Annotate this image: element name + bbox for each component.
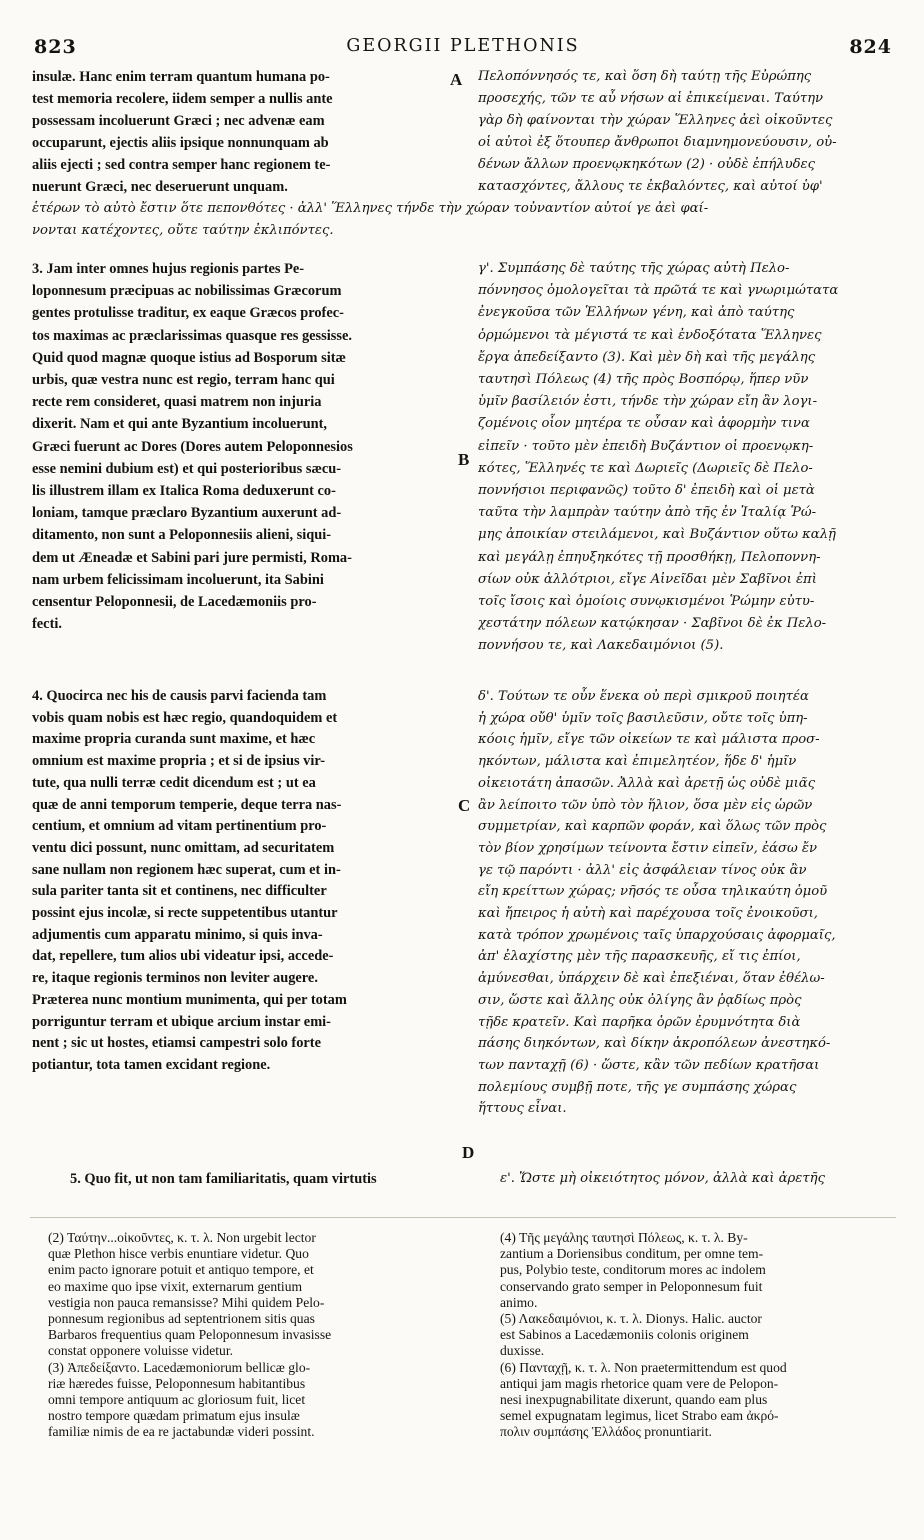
greek-paragraph-3 xyxy=(478,258,892,658)
latin-paragraph-4-line: re, itaque regionis terminos non leviter augere. xyxy=(32,970,318,987)
latin-paragraph-3-line: esse nemini dubium est) et qui posterioribus sæcu- xyxy=(32,460,342,477)
latin-paragraph-4-line: porriguntur terram et ubique arcium instar emi- xyxy=(32,1013,331,1030)
greek-paragraph-4-line: ηκόντων, μάλιστα καὶ ἐπιμελητέον, ἥδε δ' ἡμῖν xyxy=(478,754,797,770)
latin-paragraph-4-line: vobis quam nobis est hæc regio, quandoquidem et xyxy=(32,709,338,726)
greek-paragraph-3-line: τοῖς ἴσοις καὶ ὁμοίοις συνῳκισμένοι Ῥώμην εὐτυ- xyxy=(478,594,815,610)
latin-paragraph-4-line: nent ; sic ut hostes, etiamsi campestri solo forte xyxy=(32,1035,321,1052)
greek-paragraph-3-line: ἐνεγκοῦσα τῶν Ἑλλήνων γένη, καὶ ἀπὸ ταύτης xyxy=(478,305,795,321)
footnotes-left-line: Barbaros frequentius quam Peloponnesum invasisse xyxy=(48,1327,332,1343)
greek-paragraph-5-line: ε'. Ὥστε μὴ οἰκειότητος μόνον, ἀλλὰ καὶ ἀρετῆς xyxy=(500,1171,825,1186)
greek-paragraph-4-line: τῇδε κρατεῖν. Καὶ παρῆκα ὁρῶν ἐρυμνότητα διὰ xyxy=(478,1014,801,1030)
latin-paragraph-5 xyxy=(70,1168,456,1190)
greek-paragraph-4-line: γε τῷ παρόντι · ἀλλ' εἰς ἀσφάλειαν τίνος οὐκ ἂν xyxy=(478,862,807,878)
greek-paragraph-3-line: σίων οὐκ ἀλλότριοι, εἴγε Αἰνεῖδαι μὲν Σαβῖνοι ἐπὶ xyxy=(478,571,817,587)
latin-paragraph-4-line: maxime propria curanda sunt maxime, et hæc xyxy=(32,731,316,748)
greek-paragraph-3-line: γ'. Συμπάσης δὲ ταύτης τῆς χώρας αὐτὴ Πελο- xyxy=(478,261,790,276)
latin-paragraph-3-line: 3. Jam inter omnes hujus regionis partes Pe- xyxy=(32,261,305,277)
footnotes-right-line: animo. xyxy=(500,1294,538,1310)
latin-paragraph-4-line: potiantur, tota tamen excidant regione. xyxy=(32,1056,271,1073)
greek-paragraph-4-line: πάσης διηκόντων, καὶ δίκην ἀκροπόλεων ἀνεστηκό- xyxy=(478,1036,831,1052)
greek-paragraph-5 xyxy=(500,1168,892,1190)
greek-paragraph-3-line: πόννησος ὁμολογεῖται τὰ πρῶτά τε καὶ γνωριμώτατα xyxy=(478,283,839,299)
page-number-left: 823 xyxy=(34,36,77,58)
latin-paragraph-2-line: nuerunt Græci, nec deseruerunt unquam. xyxy=(32,179,288,195)
latin-paragraph-4-line: adjumentis cum apparatu minimo, si quis inva- xyxy=(32,926,323,943)
latin-paragraph-2 xyxy=(32,66,442,198)
footnotes-right-line: est Sabinos a Lacedæmoniis colonis originem xyxy=(500,1327,749,1343)
footnotes-left-line: quæ Plethon hisce verbis enuntiare videtur. Quo xyxy=(48,1246,309,1262)
footnotes-right-line: zantium a Doriensibus conditum, per omne tem- xyxy=(500,1246,764,1262)
footnotes-left-line: eo maxime quo ipse vixit, externarum gentium xyxy=(48,1278,303,1294)
latin-paragraph-4-line: quæ de anni temporum temperie, deque terra nas- xyxy=(32,796,342,813)
greek-paragraph-4-line: κατὰ τρόπον χρωμένοις ταῖς ὑπαρχούσαις ἀφορμαῖς, xyxy=(478,927,836,943)
latin-paragraph-4-line: Præterea nunc montium munimenta, qui per totam xyxy=(32,991,347,1008)
latin-paragraph-3-line: nam urbem felicissimam incoluerunt, ita Sabini xyxy=(32,571,324,588)
greek-paragraph-4-line: κόοις ἡμῖν, εἴγε τῶν οἰκείων τε καὶ μάλιστα προσ- xyxy=(478,732,820,748)
footnotes-left-line: nostro tempore quædam primatum ejus insulæ xyxy=(48,1408,300,1424)
greek-paragraph-2-line: Πελοπόννησός τε, καὶ ὅση δὴ ταύτῃ τῆς Εὐρώπης xyxy=(478,69,812,84)
greek-paragraph-4-line: ἥττους εἶναι. xyxy=(478,1101,567,1117)
greek-paragraph-4-line: ἡ χώρα οὔθ' ὑμῖν τοῖς βασιλεῦσιν, οὔτε τοῖς ὑπη- xyxy=(478,710,808,726)
greek-paragraph-2-line: δένων ἄλλων προενῳκηκότων (2) · οὐδὲ ἐπήλυδες xyxy=(478,157,816,172)
greek-paragraph-3-line: ἔργα ἀπεδείξαντο (3). Καὶ μὲν δὴ καὶ τῆς μεγάλης xyxy=(478,349,816,365)
latin-paragraph-4-line: possint ejus incolæ, si recte suppetentibus utantur xyxy=(32,905,338,922)
greek-spanning-lines-line: ἑτέρων τὸ αὐτὸ ἔστιν ὅτε πεπονθότες · ἀλλ' Ἕλληνες τήνδε τὴν χώραν τοὐναντίον αὐτοί γε ἀεὶ φαί- xyxy=(32,201,709,216)
footnotes-left-line: constat opponere voluisse videtur. xyxy=(48,1343,233,1359)
footnotes-left-line: vestigia non pauca remansisse? Mihi quidem Pelo- xyxy=(48,1294,325,1310)
latin-paragraph-3 xyxy=(32,258,456,635)
latin-paragraph-3-line: urbis, quæ vestra nunc est regio, terram hanc qui xyxy=(32,372,335,389)
latin-paragraph-3-line: dixerit. Nam et qui ante Byzantium incoluerunt, xyxy=(32,416,328,433)
greek-paragraph-4-line: καὶ ἤπειρος ἡ αὐτὴ καὶ παρέχουσα τοῖς ἐνοικοῦσι, xyxy=(478,906,818,922)
greek-paragraph-3-line: ποννήσιοι περιφανῶς) τοῦτο δ' ἐπειδὴ καὶ οἱ μετὰ xyxy=(478,483,815,499)
greek-paragraph-3-line: μης ἀποικίαν στειλάμενοι, καὶ Βυζάντιον οὕτω καλῇ xyxy=(478,527,836,543)
greek-paragraph-2-line: οἱ αὐτοὶ ἐξ ὅτουπερ ἄνθρωποι διαμνημονεύουσιν, οὐ- xyxy=(478,135,837,150)
footnotes-right-line: duxisse. xyxy=(500,1343,545,1359)
margin-marker-a: A xyxy=(450,70,463,89)
latin-paragraph-3-line: ditamento, non sunt a Peloponnesiis alieni, siqui- xyxy=(32,527,332,544)
latin-paragraph-2-line: possessam incoluerunt Græci ; nec advenæ eam xyxy=(32,113,325,129)
latin-paragraph-3-line: loniam, tamque præclaro Byzantium auxerunt ad- xyxy=(32,505,342,522)
footnotes-right-line: pus, Polybio teste, conditorum mores ac indolem xyxy=(500,1262,766,1278)
greek-paragraph-2-line: κατασχόντες, ἄλλους τε ἐκβαλόντες, καὶ αὐτοί ὑφ' xyxy=(478,179,823,194)
latin-paragraph-3-line: lis illustrem illam ex Italica Roma deduxerunt co- xyxy=(32,483,336,500)
greek-paragraph-4-line: ἀπ' ἐλαχίστης μὲν τῆς παρασκευῆς, εἴ τις ἐπίοι, xyxy=(478,949,801,965)
latin-paragraph-4-line: sane nullam non regionem hæc superat, cum et in- xyxy=(32,861,341,878)
latin-paragraph-3-line: Græci fuerunt ac Dores (Dores autem Peloponnesios xyxy=(32,438,353,455)
latin-paragraph-2-line: occuparunt, ejectis aliis ipsique nonnunquam ab xyxy=(32,135,329,151)
latin-paragraph-4-line: sula pariter tanta sit et continens, nec difficulter xyxy=(32,883,327,900)
greek-paragraph-2-line: προσεχής, τῶν τε αὖ νήσων αἱ ἐπικείμεναι. Ταύτην xyxy=(478,91,824,106)
footnotes-right-line: (4) Τῆς μεγάλης ταυτησὶ Πόλεως, κ. τ. λ. By- xyxy=(500,1230,748,1245)
latin-paragraph-3-line: dem ut Æneadæ et Sabini pari jure permisti, Roma- xyxy=(32,549,352,566)
greek-paragraph-3-line: καὶ μεγάλῃ ἐπηυξηκότες τῇ προσθήκῃ, Πελοποννη- xyxy=(478,549,821,565)
latin-paragraph-2-line: insulæ. Hanc enim terram quantum humana po- xyxy=(32,69,330,85)
latin-paragraph-4-line: tute, qua nulli terræ cedit dicendum est ; ut ea xyxy=(32,774,316,791)
greek-paragraph-3-line: κότες, Ἕλληνές τε καὶ Δωριεῖς (Δωριεῖς δὲ Πελο- xyxy=(478,460,813,476)
running-title: GEORGII PLETHONIS xyxy=(346,36,580,56)
latin-paragraph-2-line: test memoria recolere, iidem semper a nullis ante xyxy=(32,91,333,107)
greek-paragraph-4-line: πολεμίους συμβῇ ποτε, τῆς γε συμπάσης χώρας xyxy=(478,1079,797,1095)
latin-paragraph-3-line: fecti. xyxy=(32,616,62,633)
footnotes-left-line: (3) Ἀπεδείξαντο. Lacedæmoniorum bellicæ glo- xyxy=(48,1359,311,1375)
greek-spanning-lines xyxy=(32,198,892,242)
footnotes-right-line: (6) Πανταχῇ, κ. τ. λ. Non praetermittendum est quod xyxy=(500,1359,787,1375)
footnotes-right-line: πολιν συμπάσης Ἑλλάδος pronuntiarit. xyxy=(500,1424,712,1440)
greek-paragraph-4-line: σιν, ὥστε καὶ ἄλλης οὐκ ὀλίγης ἂν ῥᾳδίως πρὸς xyxy=(478,992,802,1008)
margin-marker-b: B xyxy=(458,450,470,469)
footnotes-right-line: conservando grato semper in Peloponnesum fuit xyxy=(500,1278,763,1294)
greek-paragraph-3-line: ταυτησὶ Πόλεως (4) τῆς πρὸς Βοσπόρῳ, ἥπερ νῦν xyxy=(478,372,809,388)
latin-paragraph-3-line: Quid quod magnæ quoque istius ad Bosporum sitæ xyxy=(32,349,346,366)
greek-paragraph-3-line: ὁρμώμενοι τὰ μέγιστά τε καὶ ἐνδοξότατα Ἕλληνες xyxy=(478,327,822,343)
greek-paragraph-3-line: ταῦτα τὴν λαμπρὰν ταύτην ἀπὸ τῆς ἐν Ἰταλίᾳ Ῥώ- xyxy=(478,505,817,521)
greek-paragraph-2-line: γὰρ δὴ φαίνονται τὴν χώραν Ἕλληνες ἀεὶ οἰκοῦντες xyxy=(478,113,833,128)
footnotes-right-line: (5) Λακεδαιμόνιοι, κ. τ. λ. Dionys. Halic. auctor xyxy=(500,1311,762,1327)
page-number-right: 824 xyxy=(849,36,892,58)
latin-paragraph-2-line: aliis ejecti ; sed contra semper hanc regionem te- xyxy=(32,157,331,173)
latin-paragraph-3-line: tos maximas ac præclarissimas quasque res gessisse. xyxy=(32,327,352,344)
footnotes-left xyxy=(48,1230,456,1441)
footnotes-left-line: ponnesum regionibus ad septentrionem sitis quas xyxy=(48,1311,315,1327)
footnotes-right-line: antiqui jam magis rhetorice quam vere de Pelopon- xyxy=(500,1375,779,1391)
latin-paragraph-4-line: dat, repellere, tum alios ubi videatur ipsi, accede- xyxy=(32,948,334,965)
footnotes-right-line: semel expugnatam legimus, licet Strabo eam ἀκρό- xyxy=(500,1408,779,1424)
latin-paragraph-3-line: gentes protulisse traditur, ex eaque Græcos profec- xyxy=(32,305,344,322)
greek-paragraph-3-line: χεστάτην πόλεων κατῴκησαν · Σαβῖνοι δὲ ἐκ Πελο- xyxy=(478,616,827,632)
footnotes-right-line: nesi inexpugnabilitate dixerunt, quando eam plus xyxy=(500,1392,768,1408)
greek-paragraph-4-line: δ'. Τούτων τε οὖν ἕνεκα οὐ περὶ σμικροῦ ποιητέα xyxy=(478,689,809,704)
margin-marker-c: C xyxy=(458,796,471,815)
footnotes-left-line: enim pacto ignorare potuit et antiquo tempore, et xyxy=(48,1262,314,1278)
latin-paragraph-3-line: censentur Peloponnesii, de Lacedæmoniis pro- xyxy=(32,594,317,611)
greek-paragraph-3-line: ζομένοις οἷον μητέρα τε οὖσαν καὶ ἀφορμὴν τινα xyxy=(478,416,810,432)
greek-paragraph-3-line: εἰπεῖν · τοῦτο μὲν ἐπειδὴ Βυζάντιον οἱ προενῳκη- xyxy=(478,438,814,454)
greek-paragraph-2 xyxy=(478,66,892,198)
greek-paragraph-4-line: ἂν λείποιτο τῶν ὑπὸ τὸν ἥλιον, ὅσα μὲν εἰς ὡρῶν xyxy=(478,797,813,813)
greek-paragraph-3-line: ποννήσου τε, καὶ Λακεδαιμόνιοι (5). xyxy=(478,638,724,654)
footnote-separator xyxy=(30,1217,896,1218)
margin-marker-d: D xyxy=(462,1143,475,1162)
latin-paragraph-5-line: 5. Quo fit, ut non tam familiaritatis, quam virtutis xyxy=(70,1171,377,1187)
greek-paragraph-4-line: οἰκειοτάτη ἁπασῶν. Ἀλλὰ καὶ ἀρετῇ ὡς οὐδὲ μιᾶς xyxy=(478,775,816,791)
footnotes-left-line: (2) Ταύτην...οἰκοῦντες, κ. τ. λ. Non urgebit lector xyxy=(48,1230,316,1245)
footnotes-right xyxy=(500,1230,892,1441)
greek-paragraph-4-line: τὸν βίον χρησίμων τείνοντα ἔστιν εἰπεῖν, ἐάσω ἔν xyxy=(478,840,817,856)
greek-paragraph-4-line: των πανταχῇ (6) · ὥστε, κἂν τῶν πεδίων κρατῆσαι xyxy=(478,1057,820,1073)
greek-paragraph-4-line: εἴη κρείττων χώρας; νῆσός τε οὖσα τηλικαύτη ὁμοῦ xyxy=(478,884,828,900)
greek-paragraph-4-line: ἀμύνεσθαι, ὑπάρχειν δὲ καὶ ἐπεξιέναι, ὅταν ἐθέλω- xyxy=(478,971,825,987)
footnotes-left-line: familiæ nimis de ea re jactabundæ videri possint. xyxy=(48,1424,315,1440)
latin-paragraph-4-line: centium, et omnium ad vitam pertinentium pro- xyxy=(32,818,327,835)
footnotes-left-line: omni tempore antiquum ac gloriosum fuit, licet xyxy=(48,1392,306,1408)
latin-paragraph-3-line: recte rem consideret, quasi matrem non injuria xyxy=(32,394,322,411)
greek-spanning-lines-line: νονται κατέχοντες, οὔτε ταύτην ἐκλιπόντες. xyxy=(32,223,334,238)
latin-paragraph-4-line: ventu dici possunt, nunc omittam, ad securitatem xyxy=(32,839,335,856)
page-header xyxy=(30,36,896,60)
greek-paragraph-4 xyxy=(478,686,892,1120)
latin-paragraph-4-line: 4. Quocirca nec his de causis parvi facienda tam xyxy=(32,688,327,704)
greek-paragraph-4-line: συμμετρίαν, καὶ καρπῶν φοράν, καὶ ὅλως τῶν πρὸς xyxy=(478,819,827,835)
latin-paragraph-4-line: omnium est maxime propria ; et si de ipsius vir- xyxy=(32,753,325,770)
greek-paragraph-3-line: ὑμῖν βασίλειόν ἐστι, τήνδε τὴν χώραν εἴη ἂν λογι- xyxy=(478,394,818,410)
footnotes-left-line: riæ hæredes fuisse, Peloponnesum habitantibus xyxy=(48,1375,306,1391)
latin-paragraph-4 xyxy=(32,686,456,1077)
latin-paragraph-3-line: loponnesum præcipuas ac nobilissimas Græcorum xyxy=(32,283,342,300)
